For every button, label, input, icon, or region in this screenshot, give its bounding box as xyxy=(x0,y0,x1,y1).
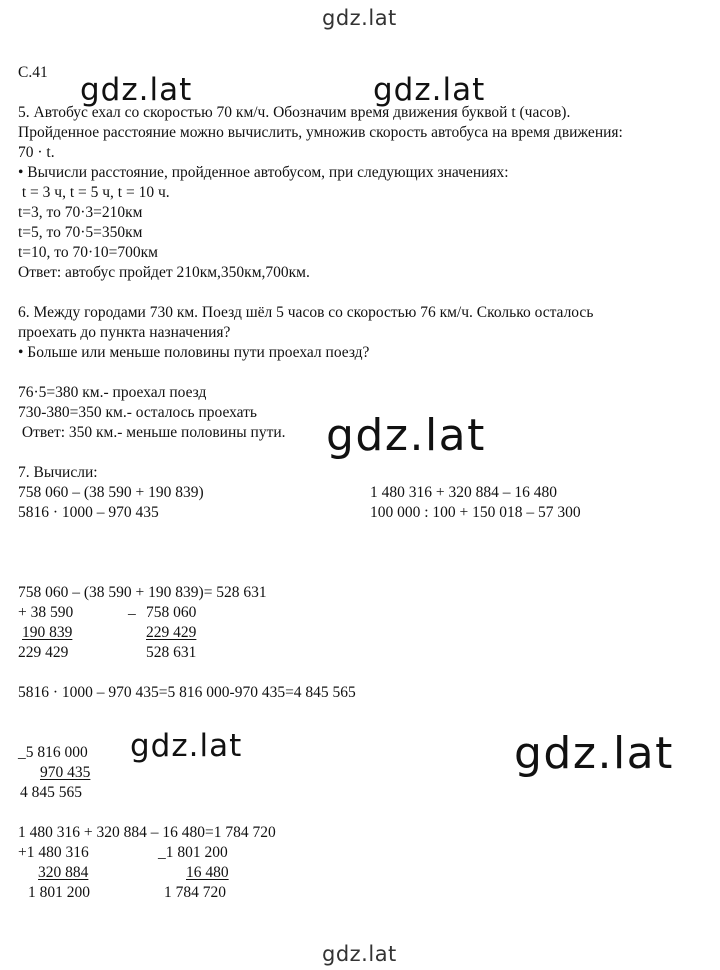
task5-line8: t=10, то 70·10=700км xyxy=(18,244,158,261)
sol3-equation: 1 480 316 + 320 884 – 16 480=1 784 720 xyxy=(18,824,276,841)
task7-expr4: 100 000 : 100 + 150 018 – 57 300 xyxy=(370,504,581,521)
watermark-1: gdz.lat xyxy=(80,72,193,108)
sol2-minuend: _5 816 000 xyxy=(18,744,88,761)
sol2-difference: 4 845 565 xyxy=(20,784,82,801)
task6-answer: Ответ: 350 км.- меньше половины пути. xyxy=(18,424,286,441)
task7-expr2: 5816 · 1000 – 970 435 xyxy=(18,504,159,521)
task7-expr1: 758 060 – (38 590 + 190 839) xyxy=(18,484,204,501)
sol3-subtrahend: 16 480 xyxy=(186,864,229,881)
page-reference: С.41 xyxy=(18,64,48,81)
watermark-3: gdz.lat xyxy=(326,410,486,461)
task5-line3: 70 · t. xyxy=(18,144,55,161)
watermark-5: gdz.lat xyxy=(514,728,674,779)
sol3-addend-a: +1 480 316 xyxy=(18,844,89,861)
sol2-equation: 5816 · 1000 – 970 435=5 816 000-970 435=4 845 565 xyxy=(18,684,356,701)
sol1-minuend: 758 060 xyxy=(146,604,197,621)
task7-expr3: 1 480 316 + 320 884 – 16 480 xyxy=(370,484,557,501)
task5-line7: t=5, то 70·5=350км xyxy=(18,224,143,241)
sol3-sum: 1 801 200 xyxy=(28,884,90,901)
task5-answer: Ответ: автобус пройдет 210км,350км,700км. xyxy=(18,264,310,281)
watermark-bottom: gdz.lat xyxy=(322,942,397,966)
task5-line6: t=3, то 70·3=210км xyxy=(18,204,143,221)
task5-line4: • Вычисли расстояние, пройденное автобусом, при следующих значениях: xyxy=(18,164,509,181)
task5-line2: Пройденное расстояние можно вычислить, умножив скорость автобуса на время движения: xyxy=(18,124,623,141)
sol2-subtrahend: 970 435 xyxy=(40,764,91,781)
sol1-addend-a: + 38 590 xyxy=(18,604,74,621)
watermark-top: gdz.lat xyxy=(322,6,397,30)
sol3-minuend: _1 801 200 xyxy=(158,844,228,861)
sol1-subtrahend: 229 429 xyxy=(146,624,197,641)
sol1-addend-b: 190 839 xyxy=(22,624,73,641)
task6-line2: проехать до пункта назначения? xyxy=(18,324,231,341)
sol1-equation: 758 060 – (38 590 + 190 839)= 528 631 xyxy=(18,584,267,601)
watermark-4: gdz.lat xyxy=(130,728,243,764)
task5-line5: t = 3 ч, t = 5 ч, t = 10 ч. xyxy=(18,184,170,201)
task6-line5: 730-380=350 км.- осталось проехать xyxy=(18,404,257,421)
watermark-2: gdz.lat xyxy=(373,72,486,108)
sol1-sum: 229 429 xyxy=(18,644,69,661)
sol3-difference: 1 784 720 xyxy=(164,884,226,901)
task5-line1: 5. Автобус ехал со скоростью 70 км/ч. Обозначим время движения буквой t (часов). xyxy=(18,104,571,121)
task6-line4: 76·5=380 км.- проехал поезд xyxy=(18,384,207,401)
sol3-addend-b: 320 884 xyxy=(38,864,89,881)
task7-title: 7. Вычисли: xyxy=(18,464,98,481)
sol1-minus-sign: _ xyxy=(128,600,136,617)
sol1-difference: 528 631 xyxy=(146,644,197,661)
task6-line1: 6. Между городами 730 км. Поезд шёл 5 часов со скоростью 76 км/ч. Сколько осталось xyxy=(18,304,594,321)
task6-line3: • Больше или меньше половины пути проехал поезд? xyxy=(18,344,370,361)
